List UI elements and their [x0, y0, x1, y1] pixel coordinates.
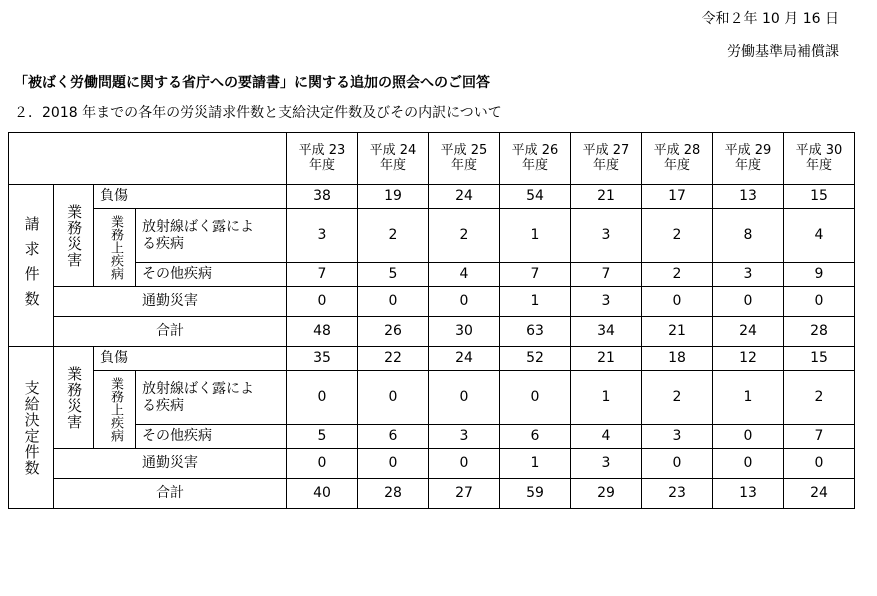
- statistics-table: [8, 132, 855, 509]
- value-cell: 34: [571, 317, 642, 347]
- value-cell: 24: [713, 317, 784, 347]
- value-cell: 3: [571, 449, 642, 479]
- value-cell: 1: [500, 209, 571, 263]
- value-cell: 23: [642, 479, 713, 509]
- value-cell: 3: [713, 263, 784, 287]
- table-row: [9, 185, 855, 209]
- value-cell: 1: [713, 371, 784, 425]
- row-label-line: 放射線ばく露によ: [142, 219, 254, 236]
- value-cell: 5: [358, 263, 429, 287]
- value-cell: 28: [358, 479, 429, 509]
- section-label-cell: [9, 347, 54, 509]
- value-cell: 19: [358, 185, 429, 209]
- row-label-injury: 負傷: [94, 185, 287, 209]
- row-label-commute: 通勤災害: [54, 449, 287, 479]
- value-cell: 0: [713, 449, 784, 479]
- value-cell: 0: [429, 449, 500, 479]
- table-row: [9, 209, 855, 263]
- value-cell: 9: [784, 263, 855, 287]
- value-cell: 3: [287, 209, 358, 263]
- row-label-other-disease: その他疾病: [136, 425, 287, 449]
- document-date: 令和２年 10 月 16 日: [701, 11, 839, 27]
- table-row: [9, 263, 855, 287]
- group-label-cell: [54, 347, 94, 449]
- year-header-suffix: 年度: [308, 157, 335, 173]
- section-label: 支給決定件数: [22, 379, 41, 476]
- value-cell: 7: [287, 263, 358, 287]
- year-header-suffix: 年度: [734, 157, 761, 173]
- year-header-suffix: 年度: [663, 157, 690, 173]
- value-cell: 28: [784, 317, 855, 347]
- year-header-cell: [429, 133, 500, 185]
- row-label-line: 放射線ばく露によ: [142, 381, 254, 398]
- value-cell: 2: [358, 209, 429, 263]
- row-label-line: る疾病: [142, 235, 184, 252]
- year-header-label: 平成 26: [511, 142, 559, 158]
- value-cell: 3: [571, 287, 642, 317]
- row-label-radiation: [136, 209, 287, 263]
- department-name: 労働基準局補償課: [727, 44, 839, 60]
- value-cell: 3: [429, 425, 500, 449]
- header-corner-cell: [9, 133, 287, 185]
- table-row: [9, 449, 855, 479]
- year-header-cell: [571, 133, 642, 185]
- year-header-cell: [642, 133, 713, 185]
- value-cell: 2: [784, 371, 855, 425]
- year-header-label: 平成 28: [653, 142, 701, 158]
- value-cell: 7: [571, 263, 642, 287]
- value-cell: 35: [287, 347, 358, 371]
- value-cell: 24: [784, 479, 855, 509]
- group-label: 業務災害: [65, 365, 84, 430]
- value-cell: 0: [429, 287, 500, 317]
- value-cell: 52: [500, 347, 571, 371]
- value-cell: 63: [500, 317, 571, 347]
- year-header-suffix: 年度: [592, 157, 619, 173]
- row-label-total: 合計: [54, 317, 287, 347]
- value-cell: 48: [287, 317, 358, 347]
- value-cell: 2: [642, 263, 713, 287]
- year-header-label: 平成 25: [440, 142, 488, 158]
- value-cell: 1: [571, 371, 642, 425]
- table-header-row: [9, 133, 855, 185]
- value-cell: 40: [287, 479, 358, 509]
- value-cell: 0: [784, 449, 855, 479]
- value-cell: 0: [358, 449, 429, 479]
- value-cell: 6: [500, 425, 571, 449]
- value-cell: 12: [713, 347, 784, 371]
- value-cell: 0: [642, 449, 713, 479]
- row-label-line: る疾病: [142, 397, 184, 414]
- value-cell: 4: [784, 209, 855, 263]
- value-cell: 6: [358, 425, 429, 449]
- value-cell: 0: [642, 287, 713, 317]
- disease-label-cell: [94, 371, 136, 449]
- year-header-suffix: 年度: [521, 157, 548, 173]
- table-row: [9, 425, 855, 449]
- value-cell: 4: [571, 425, 642, 449]
- table-row: [9, 347, 855, 371]
- section-label: 請求件数: [22, 215, 41, 316]
- value-cell: 54: [500, 185, 571, 209]
- disease-label: 業務上疾病: [107, 215, 123, 280]
- year-header-label: 平成 23: [298, 142, 346, 158]
- year-header-cell: [784, 133, 855, 185]
- value-cell: 5: [287, 425, 358, 449]
- value-cell: 2: [642, 209, 713, 263]
- value-cell: 24: [429, 185, 500, 209]
- group-label-cell: [54, 185, 94, 287]
- value-cell: 7: [784, 425, 855, 449]
- year-header-suffix: 年度: [379, 157, 406, 173]
- disease-label-cell: [94, 209, 136, 287]
- value-cell: 27: [429, 479, 500, 509]
- value-cell: 3: [571, 209, 642, 263]
- row-label-injury: 負傷: [94, 347, 287, 371]
- value-cell: 0: [713, 287, 784, 317]
- row-label-radiation: [136, 371, 287, 425]
- year-header-label: 平成 27: [582, 142, 630, 158]
- year-header-cell: [713, 133, 784, 185]
- section-label-cell: [9, 185, 54, 347]
- value-cell: 22: [358, 347, 429, 371]
- value-cell: 21: [571, 347, 642, 371]
- value-cell: 24: [429, 347, 500, 371]
- table-row: [9, 317, 855, 347]
- year-header-cell: [358, 133, 429, 185]
- value-cell: 2: [642, 371, 713, 425]
- value-cell: 26: [358, 317, 429, 347]
- value-cell: 0: [784, 287, 855, 317]
- value-cell: 0: [287, 371, 358, 425]
- year-header-label: 平成 24: [369, 142, 417, 158]
- value-cell: 0: [287, 287, 358, 317]
- value-cell: 15: [784, 347, 855, 371]
- value-cell: 1: [500, 449, 571, 479]
- document-title: 「被ばく労働問題に関する省庁への要請書」に関する追加の照会へのご回答: [14, 75, 490, 91]
- value-cell: 0: [287, 449, 358, 479]
- document-subtitle: ２．2018 年までの各年の労災請求件数と支給決定件数及びその内訳について: [14, 105, 502, 121]
- value-cell: 0: [358, 287, 429, 317]
- row-label-other-disease: その他疾病: [136, 263, 287, 287]
- value-cell: 2: [429, 209, 500, 263]
- value-cell: 0: [713, 425, 784, 449]
- year-header-suffix: 年度: [805, 157, 832, 173]
- disease-label: 業務上疾病: [107, 377, 123, 442]
- value-cell: 15: [784, 185, 855, 209]
- value-cell: 18: [642, 347, 713, 371]
- year-header-cell: [287, 133, 358, 185]
- row-label-commute: 通勤災害: [54, 287, 287, 317]
- value-cell: 0: [500, 371, 571, 425]
- value-cell: 7: [500, 263, 571, 287]
- table-row: [9, 371, 855, 425]
- value-cell: 21: [642, 317, 713, 347]
- value-cell: 30: [429, 317, 500, 347]
- row-label-total: 合計: [54, 479, 287, 509]
- year-header-label: 平成 30: [795, 142, 843, 158]
- value-cell: 13: [713, 185, 784, 209]
- value-cell: 29: [571, 479, 642, 509]
- value-cell: 0: [429, 371, 500, 425]
- value-cell: 4: [429, 263, 500, 287]
- group-label: 業務災害: [65, 203, 84, 268]
- value-cell: 59: [500, 479, 571, 509]
- value-cell: 21: [571, 185, 642, 209]
- value-cell: 3: [642, 425, 713, 449]
- value-cell: 17: [642, 185, 713, 209]
- year-header-suffix: 年度: [450, 157, 477, 173]
- value-cell: 1: [500, 287, 571, 317]
- value-cell: 38: [287, 185, 358, 209]
- value-cell: 13: [713, 479, 784, 509]
- table-row: [9, 287, 855, 317]
- year-header-cell: [500, 133, 571, 185]
- table-row: [9, 479, 855, 509]
- value-cell: 0: [358, 371, 429, 425]
- year-header-label: 平成 29: [724, 142, 772, 158]
- value-cell: 8: [713, 209, 784, 263]
